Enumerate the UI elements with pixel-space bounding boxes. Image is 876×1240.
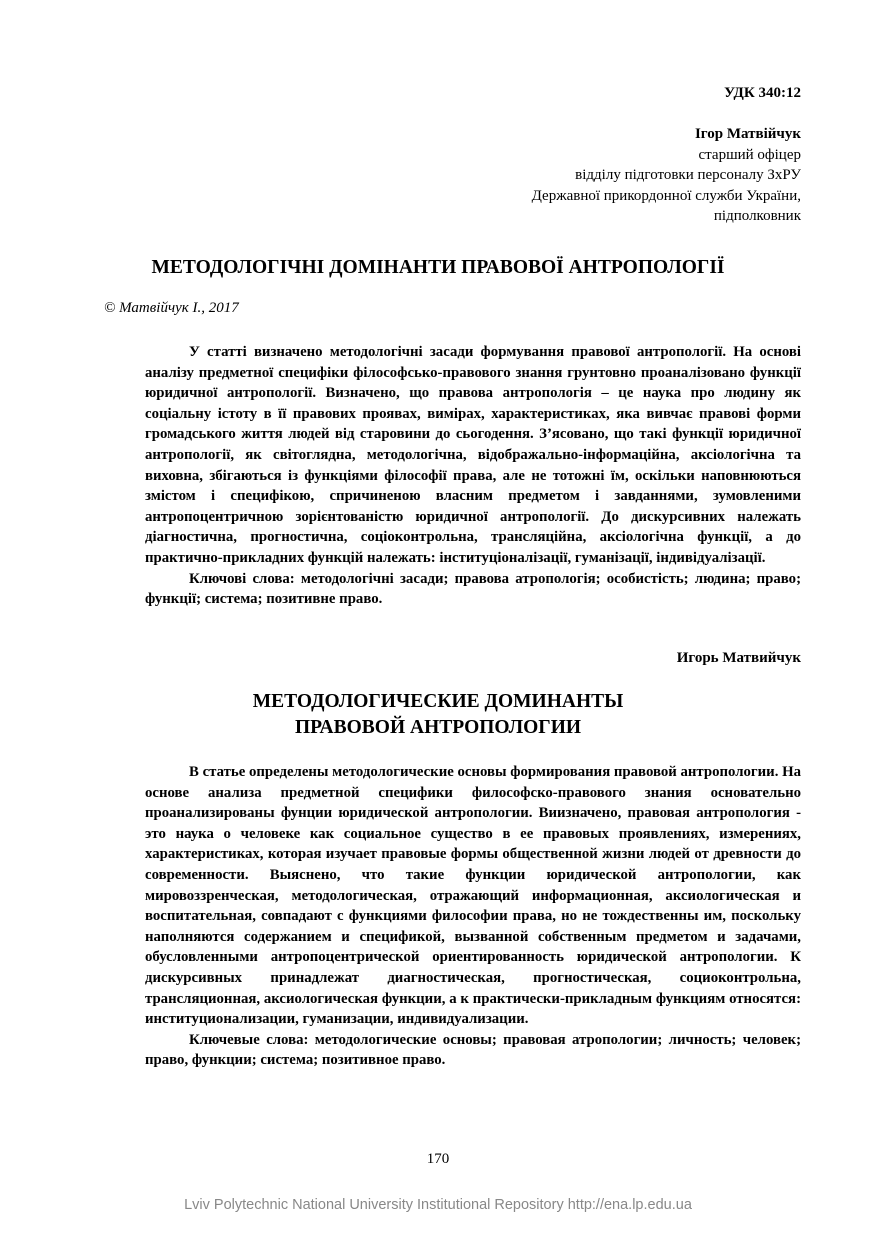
keywords-uk: Ключові слова: методологічні засади; правова атропологія; особистість; людина; право; функції; система; позитивне право. [145,570,801,608]
abstract-uk-block [145,342,801,610]
article-title-ru-line2: ПРАВОВОЙ АНТРОПОЛОГИИ [294,717,582,738]
copyright-notice: © Матвійчук І., 2017 [104,300,239,316]
author-name-ru: Игорь Матвийчук [676,650,801,666]
article-title-ru-line1: МЕТОДОЛОГИЧЕСКИЕ ДОМИНАНТЫ [252,691,624,712]
author-affiliation-block [532,124,801,227]
page-number: 170 [426,1151,450,1167]
abstract-uk: У статті визначено методологічні засади формування правової антропології. На основі аналізу предметної специфіки філософсько-правового знання грунтовно проаналізовано функції юридичної антропології. Визначено, що правова антропологія – це наука про людину як соціальну істоту в її правових проявах, вимірах, характеристиках, яка вивчає правові форми громадського життя людей від старовини до сьогодення. З’ясовано, що такі функції юридичної антропології, як світоглядна, методологічна, відображально-інформаційна, аксіологічна та виховна, збігаються із функціями філософії права, але не тотожні їм, оскільки наповнюються змістом і специфікою, спричиненою власним предметом і завданнями, зумовленими антропоцентричною зорієнтованістю юридичної антропології. До дискурсивних належать діагностична, прогностична, соціоконтрольна, трансляційна, аксіологічна функції, а до практично-прикладних функцій належать: інституціоналізації, гуманізації, індивідуалізації. [145,344,801,566]
author-department: відділу підготовки персоналу ЗхРУ [575,167,801,183]
keywords-ru: Ключевые слова: методологические основы; правовая атропологии; личность; человек; право, функции; система; позитивное право. [145,1031,801,1069]
author-name-uk: Ігор Матвійчук [694,126,801,142]
udc-code: УДК 340:12 [724,85,801,101]
article-title-uk: МЕТОДОЛОГІЧНІ ДОМІНАНТИ ПРАВОВОЇ АНТРОПОЛОГІЇ [151,257,725,278]
author-organization: Державної прикордонної служби України, [531,187,801,204]
author-position: старший офіцер [698,146,801,163]
article-title-ru [0,689,876,741]
abstract-ru: В статье определены методологические основы формирования правовой антропологии. На основе анализа предметной специфики философско-правового знания основательно проанализированы фунции юридической антропологии. Виизначено, правовая антропология - это наука о человеке как социальное существо в ее правовых проявлениях, измерениях, характеристиках, которая изучает правовые формы общественной жизни людей от древности до современности. Выяснено, что такие функции юридической антропологии, как мировоззренческая, методологическая, отражающий информационная, аксиологическая и воспитательная, совпадают с функциями философии права, но не тождественны им, поскольку наполняются содержанием и спецификой, вызванной собственным предметом и задачами, обусловленными антропоцентрической ориентированность юридической антропологии. К дискурсивных принадлежат диагностическая, прогностическая, социоконтрольна, трансляционная, аксиологическая функции, а к практически-прикладным функциям относятся: институционализации, гуманизации, индивидуализации. [145,764,801,1028]
repository-footer: Lviv Polytechnic National University Institutional Repository http://ena.lp.edu.ua [184,1197,692,1213]
abstract-ru-block [145,762,801,1071]
author-rank: підполковник [713,208,801,224]
